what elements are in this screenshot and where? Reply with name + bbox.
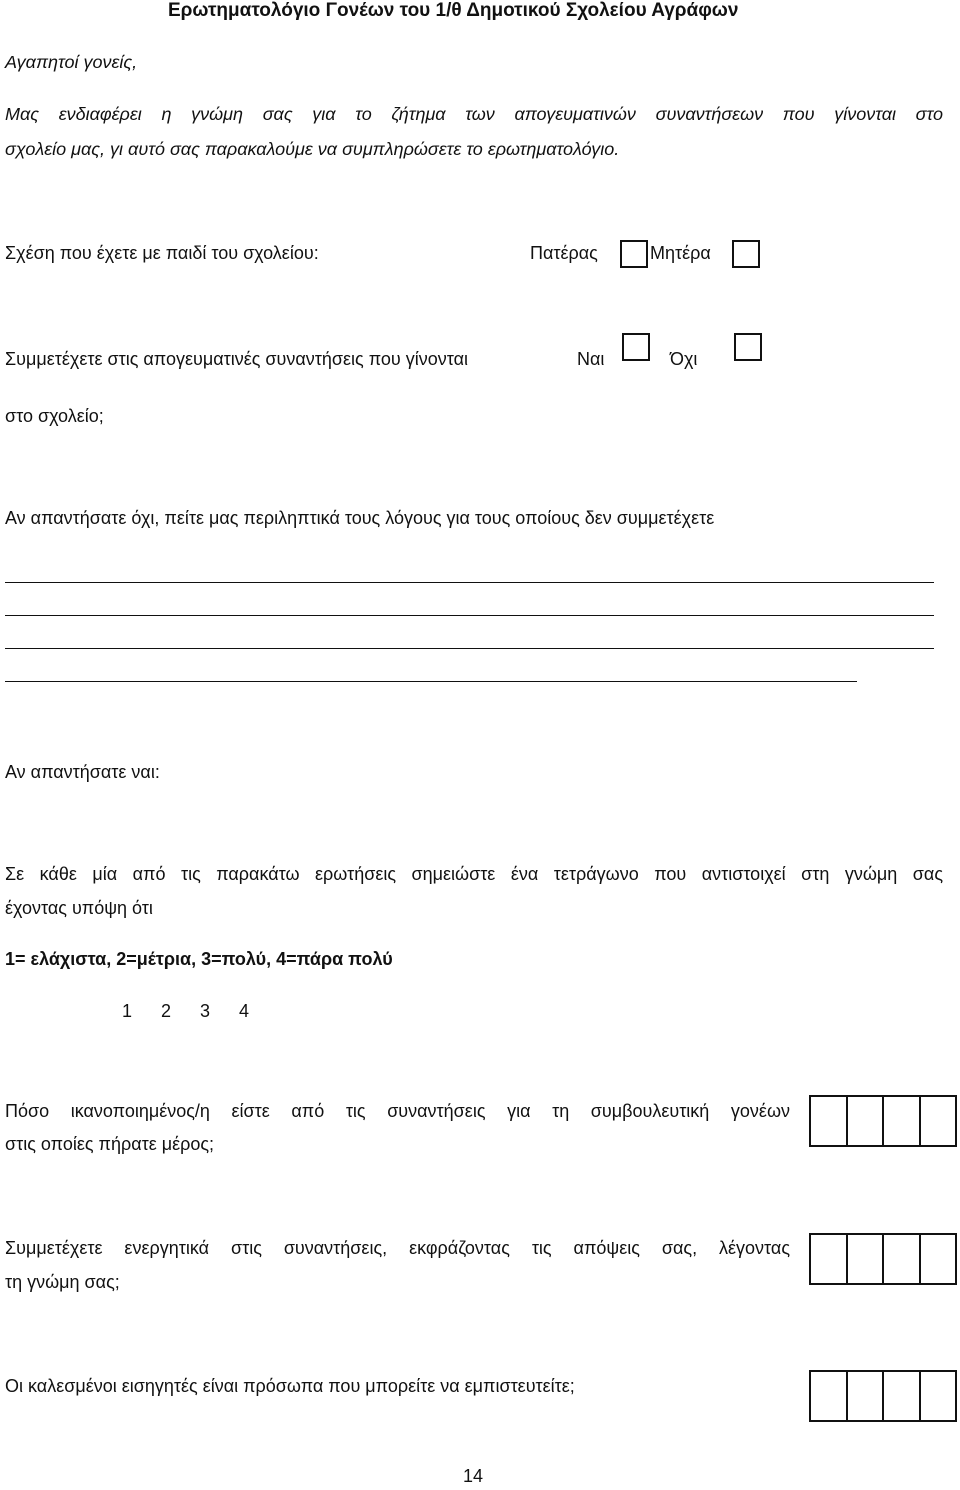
participation-question-line-1: Συμμετέχετε στις απογευματινές συναντήσεις που γίνονται — [5, 349, 468, 369]
scale-number-3: 3 — [200, 1001, 211, 1021]
relation-question: Σχέση που έχετε με παιδί του σχολείου: — [5, 243, 319, 263]
greeting: Αγαπητοί γονείς, — [5, 52, 138, 72]
father-checkbox[interactable] — [620, 240, 648, 268]
instructions-line-2: έχοντας υπόψη ότι — [5, 898, 153, 918]
scale-number-2: 2 — [161, 1001, 172, 1021]
document-title: Ερωτηματολόγιο Γονέων του 1/θ Δημοτικού Σχολείου Αγράφων — [168, 0, 739, 21]
question-2-rating-1[interactable] — [811, 1235, 846, 1283]
question-1-rating-2[interactable] — [846, 1097, 883, 1145]
if-no-prompt: Αν απαντήσατε όχι, πείτε μας περιληπτικά τους λόγους για τους οποίους δεν συμμετέχετε — [5, 508, 715, 528]
question-1-line-1: Πόσο ικανοποιημένος/η είστε από τις συναντήσεις για τη συμβουλευτική γονέων — [5, 1101, 790, 1121]
option-father-label: Πατέρας — [530, 243, 598, 263]
intro-line-1: Μας ενδιαφέρει η γνώμη σας για το ζήτημα των απογευματινών συναντήσεων που γίνονται στο — [5, 104, 943, 124]
no-checkbox[interactable] — [734, 333, 762, 361]
answer-line-3[interactable] — [5, 648, 934, 649]
yes-checkbox[interactable] — [622, 333, 650, 361]
mother-checkbox[interactable] — [732, 240, 760, 268]
answer-line-4[interactable] — [5, 681, 857, 682]
scale-legend: 1= ελάχιστα, 2=μέτρια, 3=πολύ, 4=πάρα πολύ — [5, 949, 393, 969]
question-1-rating-grid — [809, 1095, 957, 1147]
instructions-line-1: Σε κάθε μία από τις παρακάτω ερωτήσεις σημειώστε ένα τετράγωνο που αντιστοιχεί στη γνώμη σας — [5, 864, 943, 884]
question-3-rating-3[interactable] — [882, 1372, 919, 1420]
question-2-line-2: τη γνώμη σας; — [5, 1272, 120, 1292]
intro-line-2: σχολείο μας, γι αυτό σας παρακαλούμε να συμπληρώσετε το ερωτηματολόγιο. — [5, 139, 620, 159]
question-1-line-2: στις οποίες πήρατε μέρος; — [5, 1134, 215, 1154]
question-3-rating-2[interactable] — [846, 1372, 883, 1420]
question-3-rating-4[interactable] — [919, 1372, 956, 1420]
question-2-rating-2[interactable] — [846, 1235, 883, 1283]
participation-question-line-2: στο σχολείο; — [5, 406, 104, 426]
page-number: 14 — [463, 1466, 484, 1486]
answer-line-1[interactable] — [5, 582, 934, 583]
question-3-rating-grid — [809, 1370, 957, 1422]
option-yes-label: Ναι — [577, 349, 605, 369]
question-1-rating-4[interactable] — [919, 1097, 956, 1145]
question-2-rating-3[interactable] — [882, 1235, 919, 1283]
option-mother-label: Μητέρα — [650, 243, 711, 263]
scale-numbers — [122, 1001, 278, 1022]
question-2-rating-4[interactable] — [919, 1235, 956, 1283]
question-3-line-1: Οι καλεσμένοι εισηγητές είναι πρόσωπα που μπορείτε να εμπιστευτείτε; — [5, 1376, 575, 1396]
question-2-line-1: Συμμετέχετε ενεργητικά στις συναντήσεις, εκφράζοντας τις απόψεις σας, λέγοντας — [5, 1238, 790, 1258]
scale-number-4: 4 — [239, 1001, 250, 1021]
option-no-label: Όχι — [670, 349, 698, 369]
question-1-rating-1[interactable] — [811, 1097, 846, 1145]
answer-line-2[interactable] — [5, 615, 934, 616]
scale-number-1: 1 — [122, 1001, 133, 1021]
if-yes-heading: Αν απαντήσατε ναι: — [5, 762, 160, 782]
question-1-rating-3[interactable] — [882, 1097, 919, 1145]
question-2-rating-grid — [809, 1233, 957, 1285]
question-3-rating-1[interactable] — [811, 1372, 846, 1420]
